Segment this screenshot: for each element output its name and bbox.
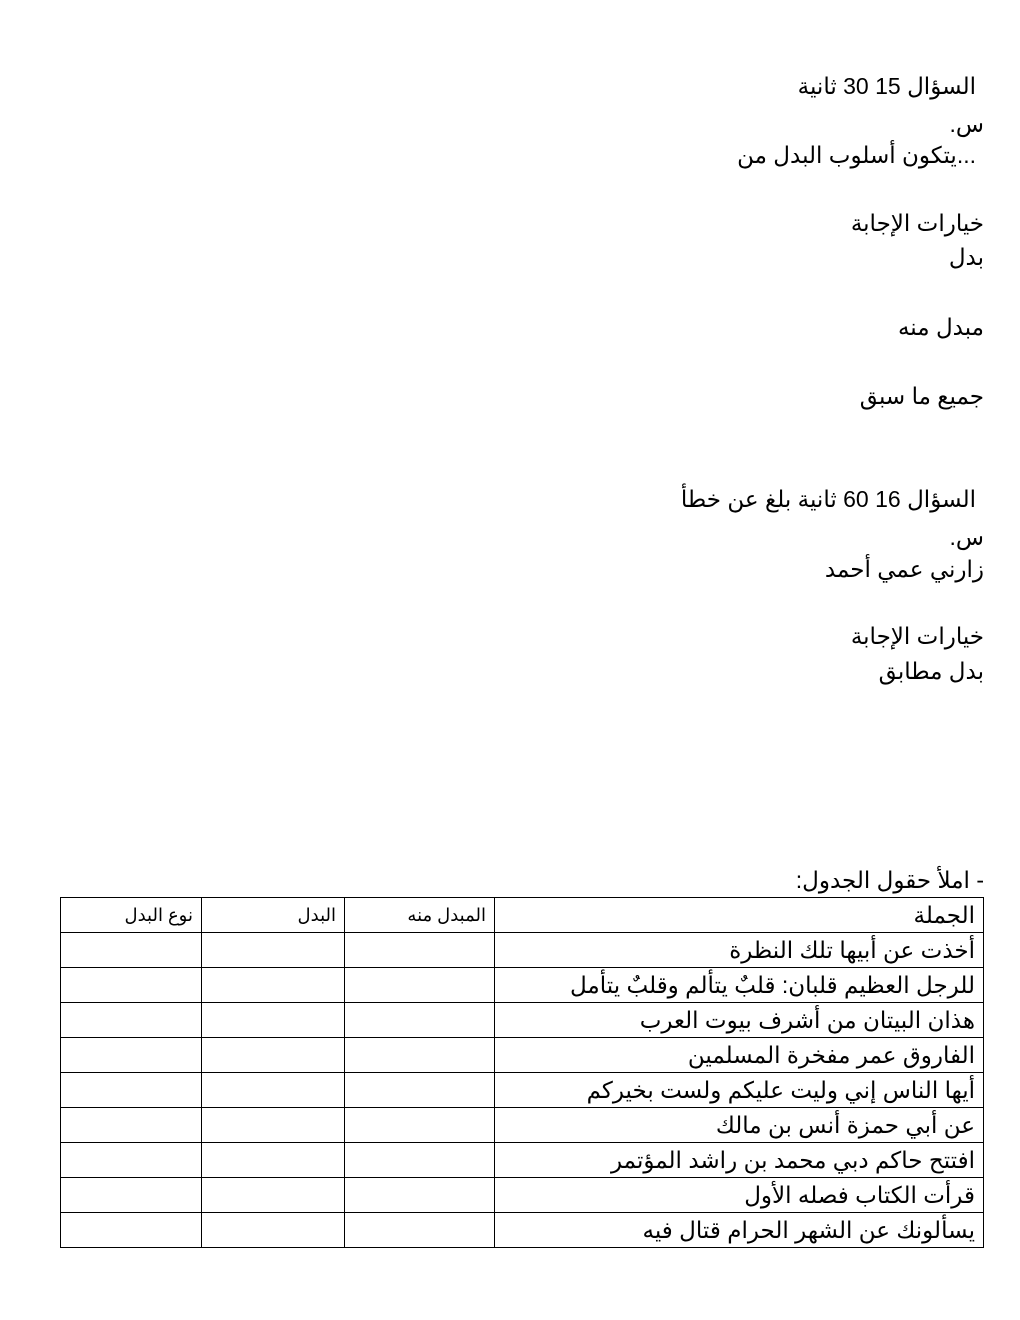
mubdal-minh-cell[interactable] <box>345 1003 495 1038</box>
badal-cell[interactable] <box>202 1073 345 1108</box>
table-row <box>61 1003 984 1038</box>
table-row <box>61 1073 984 1108</box>
badal-type-cell[interactable] <box>61 1038 202 1073</box>
mubdal-minh-cell[interactable] <box>345 968 495 1003</box>
sentence-cell: قرأت الكتاب فصله الأول <box>495 1178 984 1213</box>
q15-question-text: ...يتكون أسلوب البدل من <box>737 142 976 168</box>
badal-type-cell[interactable] <box>61 1213 202 1248</box>
q16-header: السؤال 16 60 ثانية بلغ عن خطأ <box>680 486 976 512</box>
sentence-cell: عن أبي حمزة أنس بن مالك <box>495 1108 984 1143</box>
table-row <box>61 1178 984 1213</box>
badal-type-cell[interactable] <box>61 1073 202 1108</box>
badal-type-cell[interactable] <box>61 1178 202 1213</box>
badal-cell[interactable] <box>202 968 345 1003</box>
badal-type-cell[interactable] <box>61 933 202 968</box>
badal-type-cell[interactable] <box>61 1108 202 1143</box>
sentence-cell: يسألونك عن الشهر الحرام قتال فيه <box>495 1213 984 1248</box>
badal-type-cell[interactable] <box>61 968 202 1003</box>
q16-question-text: زارني عمي أحمد <box>824 556 984 582</box>
badal-cell[interactable] <box>202 1003 345 1038</box>
mubdal-minh-cell[interactable] <box>345 1178 495 1213</box>
header-sentence: الجملة <box>495 898 984 933</box>
table-header-row <box>61 898 984 933</box>
table-row <box>61 1143 984 1178</box>
mubdal-minh-cell[interactable] <box>345 1038 495 1073</box>
mubdal-minh-cell[interactable] <box>345 1073 495 1108</box>
sentence-cell: أيها الناس إني وليت عليكم ولست بخيركم <box>495 1073 984 1108</box>
sentence-cell: هذان البيتان من أشرف بيوت العرب <box>495 1003 984 1038</box>
q15-options-title: خيارات الإجابة <box>850 210 984 236</box>
q15-option[interactable]: جميع ما سبق <box>859 383 984 409</box>
q15-header: السؤال 15 30 ثانية <box>797 73 976 99</box>
mubdal-minh-cell[interactable] <box>345 1108 495 1143</box>
sentence-cell: الفاروق عمر مفخرة المسلمين <box>495 1038 984 1073</box>
badal-cell[interactable] <box>202 1143 345 1178</box>
table-row <box>61 1108 984 1143</box>
badal-cell[interactable] <box>202 1108 345 1143</box>
table-row <box>61 1213 984 1248</box>
badal-type-cell[interactable] <box>61 1143 202 1178</box>
q15-label: س. <box>949 111 984 137</box>
q15-option[interactable]: مبدل منه <box>897 314 984 340</box>
mubdal-minh-cell[interactable] <box>345 1213 495 1248</box>
badal-cell[interactable] <box>202 1213 345 1248</box>
sentence-cell: للرجل العظيم قلبان: قلبٌ يتألم وقلبٌ يتأمل <box>495 968 984 1003</box>
badal-cell[interactable] <box>202 1038 345 1073</box>
badal-cell[interactable] <box>202 933 345 968</box>
badal-cell[interactable] <box>202 1178 345 1213</box>
q16-label: س. <box>949 524 984 550</box>
sentence-cell: أخذت عن أبيها تلك النظرة <box>495 933 984 968</box>
header-mubdal-minh: المبدل منه <box>345 898 495 933</box>
badal-type-cell[interactable] <box>61 1003 202 1038</box>
mubdal-minh-cell[interactable] <box>345 1143 495 1178</box>
table-row <box>61 1038 984 1073</box>
table-row <box>61 968 984 1003</box>
table-instruction: - املأ حقول الجدول: <box>795 867 984 893</box>
header-badal-type: نوع البدل <box>61 898 202 933</box>
table-row <box>61 933 984 968</box>
q16-options-title: خيارات الإجابة <box>850 623 984 649</box>
header-badal: البدل <box>202 898 345 933</box>
mubdal-minh-cell[interactable] <box>345 933 495 968</box>
fill-table <box>60 897 984 1248</box>
q15-option[interactable]: بدل <box>948 244 984 270</box>
q16-option[interactable]: بدل مطابق <box>878 658 984 684</box>
sentence-cell: افتتح حاكم دبي محمد بن راشد المؤتمر <box>495 1143 984 1178</box>
